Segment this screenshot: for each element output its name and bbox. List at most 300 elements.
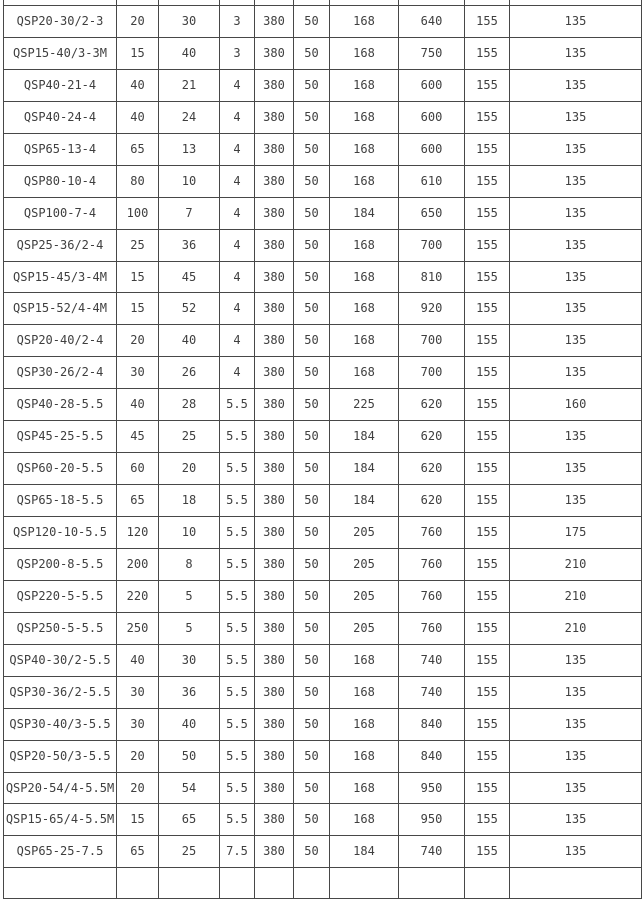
value-cell: 15: [117, 37, 159, 69]
empty-cell: [255, 868, 294, 899]
value-cell: 5.5: [220, 580, 255, 612]
value-cell: 3: [220, 37, 255, 69]
table-row: [4, 69, 642, 101]
value-cell: 50: [294, 644, 330, 676]
value-cell: 5.5: [220, 485, 255, 517]
value-cell: 4: [220, 261, 255, 293]
value-cell: 135: [510, 133, 642, 165]
value-cell: 50: [294, 229, 330, 261]
value-cell: 920: [399, 293, 465, 325]
value-cell: 4: [220, 69, 255, 101]
value-cell: 175: [510, 517, 642, 549]
value-cell: 760: [399, 548, 465, 580]
value-cell: 50: [294, 453, 330, 485]
value-cell: 50: [294, 548, 330, 580]
value-cell: 155: [465, 453, 510, 485]
value-cell: 5.5: [220, 676, 255, 708]
table-row: [4, 676, 642, 708]
value-cell: 3: [220, 6, 255, 38]
value-cell: 760: [399, 612, 465, 644]
value-cell: 205: [330, 548, 399, 580]
value-cell: 155: [465, 6, 510, 38]
empty-cell: [220, 868, 255, 899]
value-cell: 4: [220, 357, 255, 389]
value-cell: 45: [117, 421, 159, 453]
value-cell: 168: [330, 293, 399, 325]
value-cell: 13: [159, 133, 220, 165]
value-cell: 50: [294, 580, 330, 612]
value-cell: 21: [159, 69, 220, 101]
model-cell: QSP80-10-4: [4, 165, 117, 197]
value-cell: 155: [465, 293, 510, 325]
value-cell: 760: [399, 517, 465, 549]
value-cell: 600: [399, 133, 465, 165]
table-row: [4, 548, 642, 580]
value-cell: 20: [117, 6, 159, 38]
table-row: [4, 37, 642, 69]
value-cell: 5.5: [220, 612, 255, 644]
value-cell: 40: [159, 37, 220, 69]
value-cell: 168: [330, 69, 399, 101]
value-cell: 100: [117, 197, 159, 229]
value-cell: 135: [510, 261, 642, 293]
table-row: [4, 101, 642, 133]
value-cell: 135: [510, 229, 642, 261]
value-cell: 50: [294, 421, 330, 453]
value-cell: 184: [330, 421, 399, 453]
value-cell: 700: [399, 325, 465, 357]
value-cell: 620: [399, 453, 465, 485]
value-cell: 155: [465, 740, 510, 772]
model-cell: QSP220-5-5.5: [4, 580, 117, 612]
value-cell: 380: [255, 69, 294, 101]
value-cell: 50: [294, 101, 330, 133]
value-cell: 50: [294, 325, 330, 357]
value-cell: 135: [510, 293, 642, 325]
value-cell: 380: [255, 325, 294, 357]
model-cell: QSP65-25-7.5: [4, 836, 117, 868]
value-cell: 380: [255, 740, 294, 772]
value-cell: 810: [399, 261, 465, 293]
value-cell: 840: [399, 740, 465, 772]
value-cell: 380: [255, 772, 294, 804]
value-cell: 155: [465, 37, 510, 69]
value-cell: 50: [294, 293, 330, 325]
value-cell: 225: [330, 389, 399, 421]
value-cell: 50: [294, 485, 330, 517]
value-cell: 135: [510, 6, 642, 38]
table-row: [4, 197, 642, 229]
value-cell: 155: [465, 389, 510, 421]
value-cell: 5.5: [220, 644, 255, 676]
value-cell: 250: [117, 612, 159, 644]
value-cell: 168: [330, 772, 399, 804]
model-cell: QSP65-18-5.5: [4, 485, 117, 517]
model-cell: QSP15-65/4-5.5M: [4, 804, 117, 836]
value-cell: 168: [330, 804, 399, 836]
model-cell: QSP30-36/2-5.5: [4, 676, 117, 708]
value-cell: 700: [399, 357, 465, 389]
value-cell: 30: [117, 676, 159, 708]
table-row: [4, 453, 642, 485]
value-cell: 168: [330, 101, 399, 133]
value-cell: 36: [159, 676, 220, 708]
value-cell: 20: [117, 325, 159, 357]
value-cell: 620: [399, 485, 465, 517]
value-cell: 184: [330, 836, 399, 868]
value-cell: 65: [117, 133, 159, 165]
model-cell: QSP15-40/3-3M: [4, 37, 117, 69]
value-cell: 15: [117, 261, 159, 293]
value-cell: 155: [465, 548, 510, 580]
value-cell: 135: [510, 804, 642, 836]
value-cell: 50: [294, 69, 330, 101]
value-cell: 155: [465, 676, 510, 708]
value-cell: 380: [255, 37, 294, 69]
table-row: [4, 389, 642, 421]
value-cell: 380: [255, 612, 294, 644]
value-cell: 600: [399, 101, 465, 133]
table-row: [4, 357, 642, 389]
table-row: [4, 772, 642, 804]
value-cell: 65: [117, 485, 159, 517]
value-cell: 210: [510, 580, 642, 612]
value-cell: 50: [159, 740, 220, 772]
value-cell: 205: [330, 580, 399, 612]
table-row: [4, 612, 642, 644]
model-cell: QSP40-28-5.5: [4, 389, 117, 421]
value-cell: 54: [159, 772, 220, 804]
table-row: [4, 644, 642, 676]
value-cell: 135: [510, 772, 642, 804]
value-cell: 620: [399, 389, 465, 421]
value-cell: 168: [330, 6, 399, 38]
spec-table-body: [4, 0, 642, 868]
value-cell: 155: [465, 804, 510, 836]
value-cell: 4: [220, 101, 255, 133]
value-cell: 50: [294, 261, 330, 293]
value-cell: 168: [330, 740, 399, 772]
value-cell: 135: [510, 69, 642, 101]
value-cell: 950: [399, 772, 465, 804]
value-cell: 4: [220, 133, 255, 165]
value-cell: 65: [159, 804, 220, 836]
value-cell: 7.5: [220, 836, 255, 868]
value-cell: 740: [399, 836, 465, 868]
table-row: [4, 165, 642, 197]
value-cell: 25: [117, 229, 159, 261]
value-cell: 36: [159, 229, 220, 261]
table-row: [4, 708, 642, 740]
value-cell: 50: [294, 389, 330, 421]
value-cell: 380: [255, 485, 294, 517]
value-cell: 4: [220, 325, 255, 357]
empty-cell: [294, 868, 330, 899]
model-cell: QSP65-13-4: [4, 133, 117, 165]
value-cell: 26: [159, 357, 220, 389]
value-cell: 168: [330, 357, 399, 389]
table-row: [4, 133, 642, 165]
value-cell: 155: [465, 261, 510, 293]
value-cell: 155: [465, 517, 510, 549]
value-cell: 20: [117, 772, 159, 804]
model-cell: QSP40-21-4: [4, 69, 117, 101]
value-cell: 135: [510, 325, 642, 357]
table-row: [4, 804, 642, 836]
value-cell: 184: [330, 453, 399, 485]
value-cell: 50: [294, 676, 330, 708]
value-cell: 8: [159, 548, 220, 580]
value-cell: 50: [294, 6, 330, 38]
value-cell: 155: [465, 708, 510, 740]
table-row: [4, 421, 642, 453]
value-cell: 155: [465, 644, 510, 676]
value-cell: 135: [510, 421, 642, 453]
value-cell: 740: [399, 644, 465, 676]
value-cell: 50: [294, 357, 330, 389]
value-cell: 135: [510, 644, 642, 676]
value-cell: 135: [510, 197, 642, 229]
value-cell: 65: [117, 836, 159, 868]
model-cell: QSP20-40/2-4: [4, 325, 117, 357]
value-cell: 5: [159, 612, 220, 644]
value-cell: 760: [399, 580, 465, 612]
model-cell: QSP250-5-5.5: [4, 612, 117, 644]
value-cell: 155: [465, 836, 510, 868]
value-cell: 135: [510, 165, 642, 197]
value-cell: 380: [255, 708, 294, 740]
table-row: [4, 261, 642, 293]
value-cell: 620: [399, 421, 465, 453]
value-cell: 5.5: [220, 453, 255, 485]
value-cell: 50: [294, 708, 330, 740]
value-cell: 24: [159, 101, 220, 133]
partial-row-bottom: [4, 868, 642, 899]
value-cell: 155: [465, 421, 510, 453]
model-cell: QSP15-45/3-4M: [4, 261, 117, 293]
value-cell: 168: [330, 165, 399, 197]
value-cell: 10: [159, 165, 220, 197]
value-cell: 155: [465, 165, 510, 197]
value-cell: 135: [510, 836, 642, 868]
empty-cell: [4, 868, 117, 899]
value-cell: 20: [159, 453, 220, 485]
value-cell: 155: [465, 485, 510, 517]
value-cell: 45: [159, 261, 220, 293]
value-cell: 155: [465, 612, 510, 644]
value-cell: 184: [330, 197, 399, 229]
value-cell: 135: [510, 37, 642, 69]
value-cell: 205: [330, 517, 399, 549]
value-cell: 155: [465, 580, 510, 612]
value-cell: 168: [330, 708, 399, 740]
value-cell: 135: [510, 485, 642, 517]
value-cell: 50: [294, 165, 330, 197]
empty-cell: [399, 868, 465, 899]
value-cell: 4: [220, 197, 255, 229]
model-cell: QSP100-7-4: [4, 197, 117, 229]
model-cell: QSP20-54/4-5.5M: [4, 772, 117, 804]
model-cell: QSP45-25-5.5: [4, 421, 117, 453]
value-cell: 380: [255, 261, 294, 293]
table-row: [4, 580, 642, 612]
value-cell: 380: [255, 101, 294, 133]
value-cell: 50: [294, 612, 330, 644]
value-cell: 155: [465, 229, 510, 261]
value-cell: 155: [465, 325, 510, 357]
value-cell: 4: [220, 165, 255, 197]
value-cell: 18: [159, 485, 220, 517]
value-cell: 5.5: [220, 772, 255, 804]
model-cell: QSP120-10-5.5: [4, 517, 117, 549]
value-cell: 168: [330, 325, 399, 357]
value-cell: 155: [465, 197, 510, 229]
value-cell: 155: [465, 357, 510, 389]
value-cell: 210: [510, 612, 642, 644]
value-cell: 50: [294, 836, 330, 868]
value-cell: 5.5: [220, 517, 255, 549]
table-row: [4, 293, 642, 325]
model-cell: QSP15-52/4-4M: [4, 293, 117, 325]
value-cell: 135: [510, 676, 642, 708]
value-cell: 10: [159, 517, 220, 549]
value-cell: 50: [294, 804, 330, 836]
value-cell: 20: [117, 740, 159, 772]
table-row: [4, 517, 642, 549]
value-cell: 30: [117, 357, 159, 389]
value-cell: 60: [117, 453, 159, 485]
value-cell: 740: [399, 676, 465, 708]
value-cell: 380: [255, 197, 294, 229]
model-cell: QSP20-50/3-5.5: [4, 740, 117, 772]
model-cell: QSP60-20-5.5: [4, 453, 117, 485]
value-cell: 50: [294, 740, 330, 772]
value-cell: 50: [294, 772, 330, 804]
value-cell: 135: [510, 453, 642, 485]
value-cell: 380: [255, 453, 294, 485]
value-cell: 700: [399, 229, 465, 261]
value-cell: 380: [255, 804, 294, 836]
value-cell: 30: [159, 6, 220, 38]
value-cell: 640: [399, 6, 465, 38]
value-cell: 155: [465, 101, 510, 133]
value-cell: 25: [159, 421, 220, 453]
value-cell: 80: [117, 165, 159, 197]
empty-cell: [510, 868, 642, 899]
value-cell: 380: [255, 580, 294, 612]
value-cell: 380: [255, 6, 294, 38]
value-cell: 5.5: [220, 548, 255, 580]
value-cell: 200: [117, 548, 159, 580]
table-row: [4, 6, 642, 38]
value-cell: 5.5: [220, 421, 255, 453]
value-cell: 168: [330, 133, 399, 165]
value-cell: 135: [510, 740, 642, 772]
value-cell: 52: [159, 293, 220, 325]
value-cell: 380: [255, 517, 294, 549]
value-cell: 380: [255, 548, 294, 580]
value-cell: 40: [159, 325, 220, 357]
value-cell: 4: [220, 293, 255, 325]
value-cell: 50: [294, 517, 330, 549]
model-cell: QSP30-26/2-4: [4, 357, 117, 389]
value-cell: 30: [159, 644, 220, 676]
value-cell: 28: [159, 389, 220, 421]
value-cell: 380: [255, 421, 294, 453]
value-cell: 120: [117, 517, 159, 549]
model-cell: QSP20-30/2-3: [4, 6, 117, 38]
value-cell: 5.5: [220, 708, 255, 740]
value-cell: 40: [117, 101, 159, 133]
value-cell: 5.5: [220, 804, 255, 836]
table-row: [4, 325, 642, 357]
model-cell: QSP40-30/2-5.5: [4, 644, 117, 676]
value-cell: 4: [220, 229, 255, 261]
value-cell: 220: [117, 580, 159, 612]
value-cell: 168: [330, 229, 399, 261]
value-cell: 380: [255, 229, 294, 261]
value-cell: 160: [510, 389, 642, 421]
table-row: [4, 229, 642, 261]
value-cell: 155: [465, 133, 510, 165]
value-cell: 40: [117, 389, 159, 421]
value-cell: 380: [255, 676, 294, 708]
value-cell: 380: [255, 133, 294, 165]
value-cell: 205: [330, 612, 399, 644]
value-cell: 40: [159, 708, 220, 740]
empty-cell: [117, 868, 159, 899]
value-cell: 135: [510, 357, 642, 389]
value-cell: 380: [255, 644, 294, 676]
empty-cell: [330, 868, 399, 899]
empty-cell: [465, 868, 510, 899]
value-cell: 610: [399, 165, 465, 197]
value-cell: 168: [330, 37, 399, 69]
value-cell: 5: [159, 580, 220, 612]
value-cell: 840: [399, 708, 465, 740]
value-cell: 168: [330, 644, 399, 676]
value-cell: 135: [510, 101, 642, 133]
value-cell: 380: [255, 357, 294, 389]
value-cell: 15: [117, 293, 159, 325]
spec-table: [3, 0, 642, 899]
value-cell: 7: [159, 197, 220, 229]
value-cell: 40: [117, 69, 159, 101]
value-cell: 184: [330, 485, 399, 517]
value-cell: 50: [294, 133, 330, 165]
value-cell: 135: [510, 708, 642, 740]
value-cell: 380: [255, 293, 294, 325]
value-cell: 155: [465, 772, 510, 804]
value-cell: 155: [465, 69, 510, 101]
value-cell: 25: [159, 836, 220, 868]
model-cell: QSP40-24-4: [4, 101, 117, 133]
model-cell: QSP30-40/3-5.5: [4, 708, 117, 740]
value-cell: 5.5: [220, 389, 255, 421]
table-row: [4, 836, 642, 868]
value-cell: 168: [330, 676, 399, 708]
value-cell: 210: [510, 548, 642, 580]
value-cell: 950: [399, 804, 465, 836]
value-cell: 50: [294, 37, 330, 69]
value-cell: 380: [255, 836, 294, 868]
table-row: [4, 740, 642, 772]
value-cell: 750: [399, 37, 465, 69]
value-cell: 5.5: [220, 740, 255, 772]
value-cell: 168: [330, 261, 399, 293]
value-cell: 650: [399, 197, 465, 229]
table-row: [4, 485, 642, 517]
